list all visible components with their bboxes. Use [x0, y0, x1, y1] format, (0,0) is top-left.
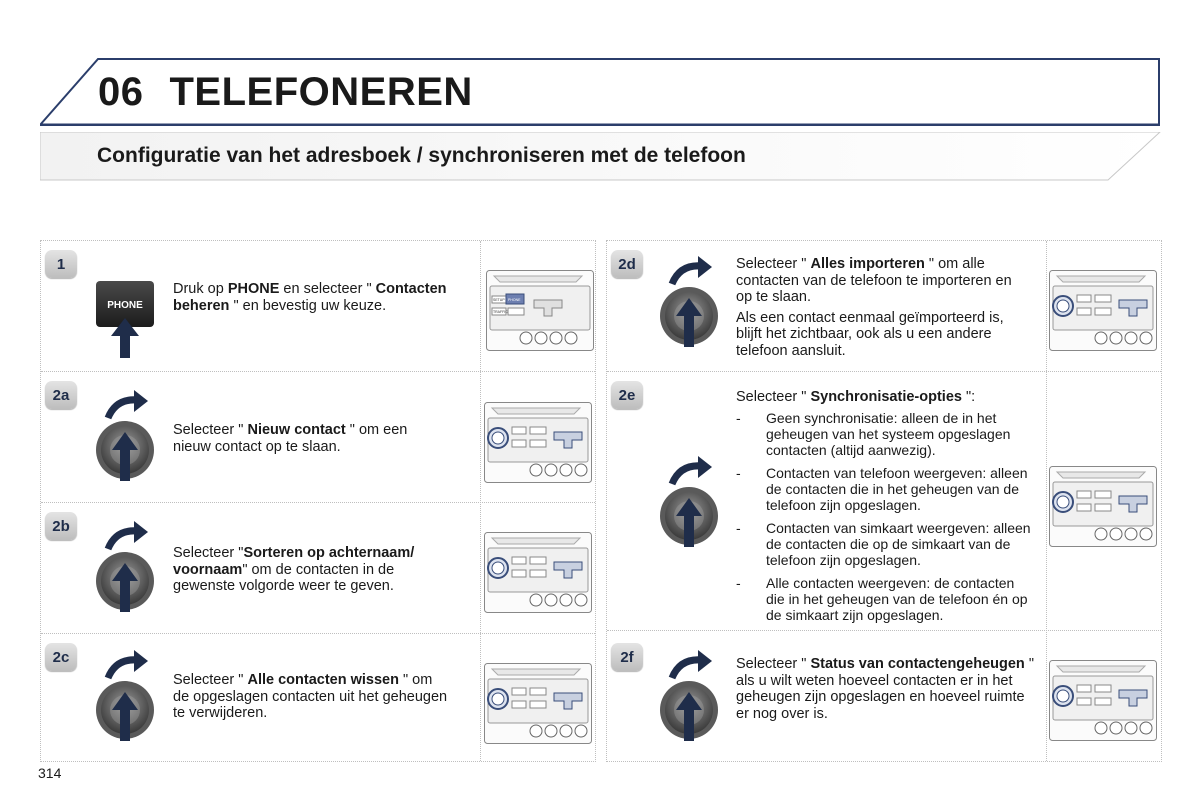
chapter-number: 06: [98, 70, 144, 114]
sync-option-item: - Contacten van telefoon weergeven: alleen de contacten die in het geheugen van de telefoon zijn opgeslagen.: [736, 464, 1028, 513]
step-badge-2f: 2f: [611, 643, 643, 671]
radio-thumbnail-2e: [1049, 466, 1157, 547]
knob-rotate-icon-2e: [658, 456, 720, 548]
step-text-2c: Selecteer " Alle contacten wissen " om de opgeslagen contacten uit het geheugen te verwijderen.: [173, 672, 448, 721]
page-number: 314: [38, 765, 62, 781]
knob-rotate-icon-2c: [94, 650, 156, 742]
svg-text:TRAFFIC: TRAFFIC: [493, 310, 508, 314]
step-text-2f: Selecteer " Status van contactengeheugen " als u wilt weten hoeveel contacten er in het geheugen zijn opgeslagen en hoeveel ruimte er nog over is.: [736, 656, 1034, 722]
step-badge-2d: 2d: [611, 250, 643, 278]
step-badge-2c: 2c: [45, 643, 77, 671]
radio-thumbnail-2a: [484, 402, 592, 483]
radio-thumbnail-2f: [1049, 660, 1157, 741]
step-text-2d: Selecteer " Alles importeren " om alle contacten van de telefoon te importeren en op te slaan. Als een contact eenmaal geïmporteerd is, blijft het zichtbaar, ook als u een andere telefoon aansluit.: [736, 256, 1026, 363]
svg-text:SETUP: SETUP: [493, 298, 505, 302]
svg-text:PHONE: PHONE: [508, 298, 521, 302]
sync-option-item: - Contacten van simkaart weergeven: alleen de contacten die op de simkaart van de telefoon zijn opgeslagen.: [736, 519, 1031, 568]
chapter-heading: [98, 70, 473, 115]
knob-rotate-icon-2d: [658, 256, 720, 348]
step-badge-1: 1: [45, 250, 77, 278]
phone-button-label: PHONE: [107, 300, 143, 311]
step-2d-note: Als een contact eenmaal geïmporteerd is, blijft het zichtbaar, ook als u een andere telefoon aansluit.: [736, 309, 1004, 359]
radio-thumbnail-2b: [484, 532, 592, 613]
sync-options-list: [736, 410, 1036, 623]
radio-thumbnail-2d: [1049, 270, 1157, 351]
knob-rotate-icon-2f: [658, 650, 720, 742]
knob-rotate-icon-2b: [94, 521, 156, 613]
step-badge-2a: 2a: [45, 381, 77, 409]
step-text-2e: Selecteer " Synchronisatie-opties ": - Geen synchronisatie: alleen de in het geheugen van het systeem opgeslagen contacten (altijd aanwezig). - Contacten van telefoon weergeven: alleen de contacten die in het geheugen van de telefoon zijn opgeslagen. - Contacten van simkaart weergeven: alleen de contacten die op de simkaart van de telefoon zijn opgeslagen. - Alle contacten weergeven: de contacten die in het geheugen van de telefoon én op de simkaart zijn opgeslagen.: [736, 389, 1036, 630]
sync-option-item: - Geen synchronisatie: alleen de in het geheugen van het systeem opgeslagen contacten (altijd aanwezig).: [736, 409, 1011, 458]
phone-button-icon: [94, 280, 156, 360]
chapter-title: TELEFONEREN: [169, 70, 473, 114]
step-text-2b: Selecteer "Sorteren op achternaam/ voornaam" om de contacten in de gewenste volgorde weer te geven.: [173, 545, 415, 594]
step-badge-2e: 2e: [611, 381, 643, 409]
section-title: Configuratie van het adresboek / synchroniseren met de telefoon: [97, 144, 746, 167]
radio-thumbnail-2c: [484, 663, 592, 744]
radio-thumbnail-1: [486, 270, 594, 351]
step-badge-2b: 2b: [45, 512, 77, 540]
knob-rotate-icon-2a: [94, 390, 156, 482]
step-text-1: Druk op PHONE en selecteer " Contacten beheren " en bevestig uw keuze.: [173, 281, 447, 314]
step-text-2a: Selecteer " Nieuw contact " om een nieuw contact op te slaan.: [173, 422, 408, 455]
sync-option-item: - Alle contacten weergeven: de contacten die in het geheugen van de telefoon én op de simkaart zijn opgeslagen.: [736, 574, 1028, 623]
